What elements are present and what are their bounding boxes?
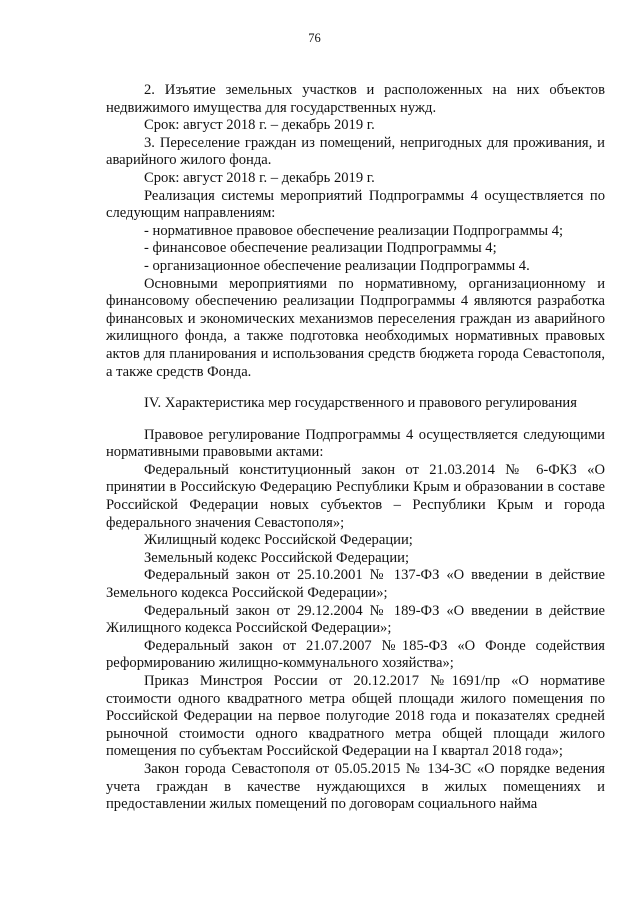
paragraph: Приказ Минстроя России от 20.12.2017 №1691/пр «О нормативе стоимости одного квадратного метра общей площади жилого помещения по Российской Федерации на первое полугодие 2018 года и показателях средней рыночной стоимости одного квадратного метра общей площади жилого помещения по субъектам Российской Федерации на I квартал 2018 года»; <box>106 673 605 760</box>
document-body <box>106 82 605 814</box>
paragraph: Федеральный закон от 29.12.2004 № 189-ФЗ «О введении в действие Жилищного кодекса Российской Федерации»; <box>106 602 605 637</box>
paragraph: Федеральный закон от 21.07.2007 №185-ФЗ «О Фонде содействия реформированию жилищно-коммунального хозяйства»; <box>106 637 605 672</box>
page-number: 76 <box>308 31 321 45</box>
list-item: - финансовое обеспечение реализации Подпрограммы 4; <box>144 240 497 257</box>
paragraph: Федеральный закон от 25.10.2001 № 137-ФЗ «О введении в действие Земельного кодекса Российской Федерации»; <box>106 567 605 602</box>
paragraph: Правовое регулирование Подпрограммы 4 осуществляется следующими нормативными правовыми актами: <box>106 426 605 461</box>
list-item: - нормативное правовое обеспечение реализации Подпрограммы 4; <box>144 222 564 239</box>
paragraph: 2. Изъятие земельных участков и расположенных на них объектов недвижимого имущества для государственных нужд. <box>106 82 605 116</box>
paragraph: Основными мероприятиями по нормативному, организационному и финансовому обеспечению реализации Подпрограммы 4 являются разработка финансовых и экономических механизмов переселения граждан из аварийного жилищного фонда, а также подготовка необходимых нормативных правовых актов для планирования и использования средств бюджета города Севастополя, а также средств Фонда. <box>106 275 605 380</box>
paragraph: Реализация системы мероприятий Подпрограммы 4 осуществляется по следующим направлениям: <box>106 187 605 222</box>
paragraph: Срок: август 2018 г. – декабрь 2019 г. <box>144 117 375 134</box>
list-item: - организационное обеспечение реализации Подпрограммы 4. <box>144 257 530 274</box>
paragraph: Федеральный конституционный закон от 21.03.2014 № 6-ФКЗ «О принятии в Российскую Федерацию Республики Крым и образовании в составе Российской Федерации новых субъектов – Республики Крым и города федерального значения Севастополя»; <box>106 461 605 531</box>
paragraph: 3. Переселение граждан из помещений, непригодных для проживания, и аварийного жилого фонда. <box>106 134 605 169</box>
paragraph: Закон города Севастополя от 05.05.2015 № 134-ЗС «О порядке ведения учета граждан в качестве нуждающихся в жилых помещениях и предоставлении жилых помещений по договорам социального найма <box>106 760 605 813</box>
section-heading: IV. Характеристика мер государственного и правового регулирования <box>144 395 577 412</box>
paragraph: Земельный кодекс Российской Федерации; <box>144 549 410 566</box>
paragraph: Срок: август 2018 г. – декабрь 2019 г. <box>144 169 375 186</box>
paragraph: Жилищный кодекс Российской Федерации; <box>144 532 413 549</box>
